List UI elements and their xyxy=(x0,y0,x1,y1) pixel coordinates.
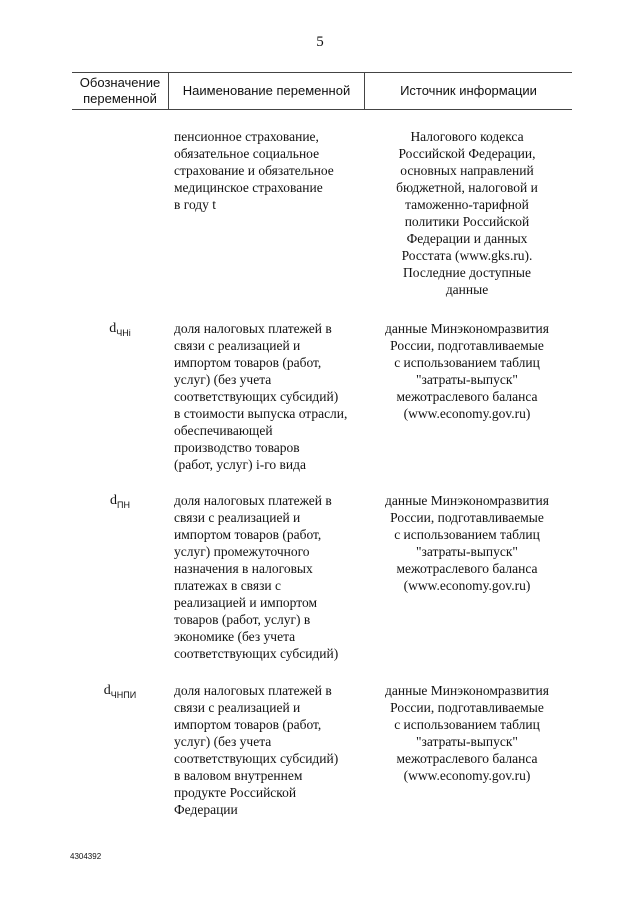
header-variable-symbol-label: Обозначение переменной xyxy=(79,75,161,106)
header-variable-name-label: Наименование переменной xyxy=(182,83,351,98)
variable-name: доля налоговых платежей в связи с реализацией и импортом товаров (работ, услуг) (без учета соответствующих субсидий) в валовом внутреннем продукте Российской Федерации xyxy=(174,683,339,817)
header-information-source xyxy=(365,73,572,109)
variable-symbol-letter: d xyxy=(110,493,118,508)
variable-symbol-subscript: ЧНПИ xyxy=(110,689,137,700)
variable-symbol xyxy=(72,320,168,342)
variable-symbol-letter: d xyxy=(103,683,111,698)
header-variable-symbol xyxy=(72,73,169,109)
variable-name: доля налоговых платежей в связи с реализацией и импортом товаров (работ, услуг) промежуточного назначения в налоговых платежах в связи с реализацией и импортом товаров (работ, услуг) в экономике (без учета соответствующих субсидий) xyxy=(174,493,339,661)
variable-symbol-subscript: ЧНi xyxy=(116,327,131,338)
page-number: 5 xyxy=(316,34,324,50)
document-code: 4304392 xyxy=(70,852,102,861)
table-header xyxy=(72,72,572,110)
variable-name: пенсионное страхование, обязательное социальное страхование и обязательное медицинское страхование в году t xyxy=(174,129,334,212)
header-information-source-label: Источник информации xyxy=(400,83,537,98)
variable-symbol xyxy=(72,682,168,704)
variable-symbol-letter: d xyxy=(109,321,117,336)
variable-name: доля налоговых платежей в связи с реализацией и импортом товаров (работ, услуг) (без учета соответствующих субсидий) в стоимости выпуска отрасли, обеспечивающей производство товаров (работ, услуг) i-го вида xyxy=(174,321,348,472)
information-source: данные Минэкономразвития России, подготавливаемые с использованием таблиц "затраты-выпуск" межотраслевого баланса (www.economy.gov.ru) xyxy=(385,321,549,421)
information-source: данные Минэкономразвития России, подготавливаемые с использованием таблиц "затраты-выпуск" межотраслевого баланса (www.economy.gov.ru) xyxy=(385,683,549,783)
header-variable-name xyxy=(169,73,365,109)
variable-symbol-subscript: ПН xyxy=(117,499,130,510)
variable-symbol xyxy=(72,492,168,514)
information-source: данные Минэкономразвития России, подготавливаемые с использованием таблиц "затраты-выпуск" межотраслевого баланса (www.economy.gov.ru) xyxy=(385,493,549,593)
information-source: Налогового кодекса Российской Федерации, основных направлений бюджетной, налоговой и таможенно-тарифной политики Российской Федерации и данных Росстата (www.gks.ru). Последние доступные данные xyxy=(396,129,538,297)
